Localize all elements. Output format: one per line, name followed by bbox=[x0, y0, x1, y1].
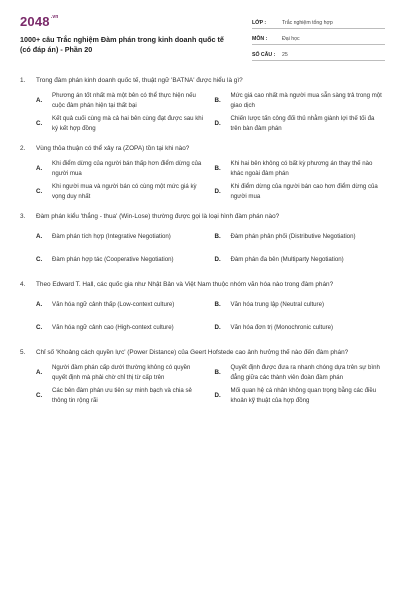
question-stem bbox=[20, 144, 385, 154]
meta-key: LỚP : bbox=[252, 20, 267, 26]
option-b[interactable] bbox=[215, 362, 386, 383]
meta-key: MÔN : bbox=[252, 36, 268, 42]
question-text: Trong đàm phán kinh doanh quốc tế, thuật ngữ 'BATNA' được hiểu là gì? bbox=[36, 77, 243, 84]
option-text: Khi hai bên không có bất kỳ phương án thay thế nào khác ngoài đàm phán bbox=[230, 160, 373, 177]
option-b[interactable] bbox=[215, 294, 386, 315]
question-text: Chỉ số 'Khoảng cách quyền lực' (Power Distance) của Geert Hofstede cao ảnh hưởng thế nào đến đàm phán? bbox=[36, 349, 349, 356]
option-letter: C. bbox=[36, 188, 43, 195]
option-text: Văn hóa ngữ cảnh thấp (Low-context culture) bbox=[52, 300, 175, 308]
option-grid bbox=[20, 158, 385, 202]
option-letter: B. bbox=[214, 301, 221, 308]
option-text: Quyết định được đưa ra nhanh chóng dựa trên sự bình đẳng giữa các thành viên đoàn đàm phán bbox=[230, 364, 380, 381]
option-text: Khi người mua và người bán có cùng một mức giá kỳ vọng duy nhất bbox=[52, 183, 197, 200]
option-letter: B. bbox=[214, 97, 221, 104]
option-letter: D. bbox=[214, 120, 221, 127]
option-text: Các bên đàm phán ưu tiên sự minh bạch và chia sẻ thông tin rộng rãi bbox=[52, 387, 192, 404]
option-text: Đàm phán phân phối (Distributive Negotiation) bbox=[230, 232, 356, 240]
option-a[interactable] bbox=[36, 362, 207, 383]
question-number: 4. bbox=[20, 281, 26, 288]
option-letter: C. bbox=[36, 256, 43, 263]
option-b[interactable] bbox=[215, 90, 386, 111]
question-text: Đàm phán kiểu 'thắng - thua' (Win-Lose) thường được gọi là loại hình đàm phán nào? bbox=[36, 213, 280, 220]
option-grid bbox=[20, 226, 385, 270]
option-letter: B. bbox=[214, 233, 221, 240]
meta-value: 25 bbox=[282, 52, 288, 58]
option-letter: A. bbox=[36, 97, 43, 104]
question-stem bbox=[20, 212, 385, 222]
question-3 bbox=[20, 212, 385, 270]
option-letter: A. bbox=[36, 165, 43, 172]
meta-value: Đại học bbox=[282, 36, 300, 42]
option-text: Người đàm phán cấp dưới thường không có quyền quyết định mà phải chờ chỉ thị từ cấp trên bbox=[52, 364, 191, 381]
option-a[interactable] bbox=[36, 226, 207, 247]
option-d[interactable] bbox=[215, 113, 386, 134]
page-header bbox=[20, 14, 385, 62]
question-number: 3. bbox=[20, 213, 26, 220]
question-4 bbox=[20, 280, 385, 338]
option-letter: D. bbox=[214, 256, 221, 263]
option-text: Khi điểm dừng của người bán thấp hơn điểm dừng của người mua bbox=[52, 160, 202, 177]
option-c[interactable] bbox=[36, 113, 207, 134]
option-letter: C. bbox=[36, 392, 43, 399]
option-text: Đàm phán hợp tác (Cooperative Negotiation) bbox=[52, 255, 174, 263]
option-text: Kết quả cuối cùng mà cả hai bên cùng đạt được sau khi ký kết hợp đồng bbox=[52, 115, 204, 132]
option-text: Văn hóa ngữ cảnh cao (High-context culture) bbox=[52, 323, 174, 331]
option-text: Khi điểm dừng của người bán cao hơn điểm dừng của người mua bbox=[230, 183, 378, 200]
option-c[interactable] bbox=[36, 385, 207, 406]
option-b[interactable] bbox=[215, 226, 386, 247]
question-list bbox=[20, 76, 385, 416]
question-stem bbox=[20, 280, 385, 290]
option-letter: A. bbox=[36, 369, 43, 376]
meta-table bbox=[252, 14, 385, 61]
option-letter: B. bbox=[214, 165, 221, 172]
option-letter: A. bbox=[36, 301, 43, 308]
question-1 bbox=[20, 76, 385, 134]
option-text: Đàm phán tích hợp (Integrative Negotiation) bbox=[52, 232, 171, 240]
option-a[interactable] bbox=[36, 294, 207, 315]
option-text: Phương án tốt nhất mà một bên có thể thực hiện nếu cuộc đàm phán hiện tại thất bại bbox=[52, 92, 196, 109]
option-c[interactable] bbox=[36, 181, 207, 202]
question-text: Vùng thỏa thuận có thể xảy ra (ZOPA) tồn tại khi nào? bbox=[36, 145, 190, 152]
option-text: Chiến lược tấn công đối thủ nhằm giành lợi thế tối đa trên bàn đàm phán bbox=[230, 115, 375, 132]
option-a[interactable] bbox=[36, 90, 207, 111]
option-text: Văn hóa đơn trị (Monochronic culture) bbox=[230, 323, 334, 331]
option-letter: D. bbox=[214, 188, 221, 195]
site-logo[interactable] bbox=[20, 14, 59, 29]
logo-suffix: .vn bbox=[50, 14, 59, 20]
option-grid bbox=[20, 294, 385, 338]
option-letter: A. bbox=[36, 233, 43, 240]
meta-row-subject bbox=[252, 30, 385, 45]
option-grid bbox=[20, 362, 385, 406]
question-number: 1. bbox=[20, 77, 26, 84]
option-text: Mức giá cao nhất mà người mua sẵn sàng trả trong một giao dịch bbox=[230, 92, 382, 109]
option-letter: D. bbox=[214, 324, 221, 331]
option-text: Đàm phán đa bên (Multiparty Negotiation) bbox=[230, 255, 344, 263]
question-number: 2. bbox=[20, 145, 26, 152]
option-letter: B. bbox=[214, 369, 221, 376]
option-c[interactable] bbox=[36, 249, 207, 270]
logo-text: 2048 bbox=[20, 14, 50, 29]
question-5 bbox=[20, 348, 385, 406]
option-text: Mối quan hệ cá nhân không quan trọng bằng các điều khoản kỹ thuật của hợp đồng bbox=[230, 387, 377, 404]
option-d[interactable] bbox=[215, 249, 386, 270]
meta-value: Trắc nghiệm tổng hợp bbox=[282, 20, 333, 26]
question-stem bbox=[20, 348, 385, 358]
page-title: 1000+ câu Trắc nghiệm Đàm phán trong kinh doanh quốc tế (có đáp án) - Phần 20 bbox=[20, 35, 224, 54]
option-c[interactable] bbox=[36, 317, 207, 338]
option-d[interactable] bbox=[215, 385, 386, 406]
question-text: Theo Edward T. Hall, các quốc gia như Nhật Bản và Việt Nam thuộc nhóm văn hóa nào trong đàm phán? bbox=[36, 281, 334, 288]
option-letter: C. bbox=[36, 324, 43, 331]
question-stem bbox=[20, 76, 385, 86]
option-d[interactable] bbox=[215, 317, 386, 338]
option-a[interactable] bbox=[36, 158, 207, 179]
meta-key: SỐ CÂU : bbox=[252, 52, 276, 58]
option-grid bbox=[20, 90, 385, 134]
question-number: 5. bbox=[20, 349, 26, 356]
meta-row-count bbox=[252, 46, 385, 61]
question-2 bbox=[20, 144, 385, 202]
meta-row-class bbox=[252, 14, 385, 29]
option-letter: C. bbox=[36, 120, 43, 127]
option-text: Văn hóa trung lập (Neutral culture) bbox=[230, 300, 324, 308]
option-d[interactable] bbox=[215, 181, 386, 202]
option-b[interactable] bbox=[215, 158, 386, 179]
option-letter: D. bbox=[214, 392, 221, 399]
